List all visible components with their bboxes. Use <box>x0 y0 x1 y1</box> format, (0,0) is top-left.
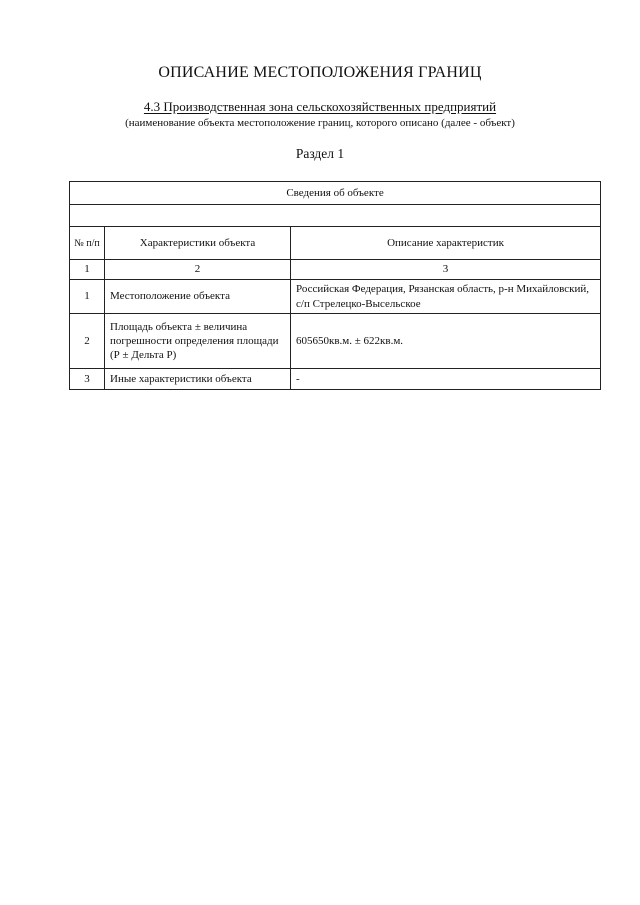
row-description: Российская Федерация, Рязанская область, р-н Михайловский, с/п Стрелецко-Высельское <box>291 280 601 314</box>
page-title: ОПИСАНИЕ МЕСТОПОЛОЖЕНИЯ ГРАНИЦ <box>158 64 482 81</box>
object-name <box>0 99 640 115</box>
row-characteristic: Иные характеристики объекта <box>105 369 291 390</box>
table-row <box>70 280 601 314</box>
table-row <box>70 369 601 390</box>
header-characteristic: Характеристики объекта <box>105 227 291 260</box>
column-number-row <box>70 260 601 280</box>
table-row <box>70 314 601 369</box>
table-caption: Сведения об объекте <box>70 182 601 205</box>
table-header-row <box>70 227 601 260</box>
row-description: 605650кв.м. ± 622кв.м. <box>291 314 601 369</box>
object-name-text: 4.3 Производственная зона сельскохозяйственных предприятий <box>143 99 497 114</box>
row-characteristic: Местоположение объекта <box>105 280 291 314</box>
column-number-1: 1 <box>70 260 105 280</box>
row-num: 3 <box>70 369 105 390</box>
column-number-2: 2 <box>105 260 291 280</box>
row-num: 1 <box>70 280 105 314</box>
row-num: 2 <box>70 314 105 369</box>
object-info-table <box>69 181 601 390</box>
column-number-3: 3 <box>291 260 601 280</box>
row-description: - <box>291 369 601 390</box>
row-characteristic: Площадь объекта ± величина погрешности определения площади (Р ± Дельта Р) <box>105 314 291 369</box>
table-caption-row <box>70 182 601 205</box>
table-spacer-cell <box>70 205 601 227</box>
table-spacer-row <box>70 205 601 227</box>
header-description: Описание характеристик <box>291 227 601 260</box>
section-title: Раздел 1 <box>295 146 345 161</box>
header-num: № п/п <box>70 227 105 260</box>
object-name-caption: (наименование объекта местоположение границ, которого описано (далее - объект) <box>125 117 515 129</box>
